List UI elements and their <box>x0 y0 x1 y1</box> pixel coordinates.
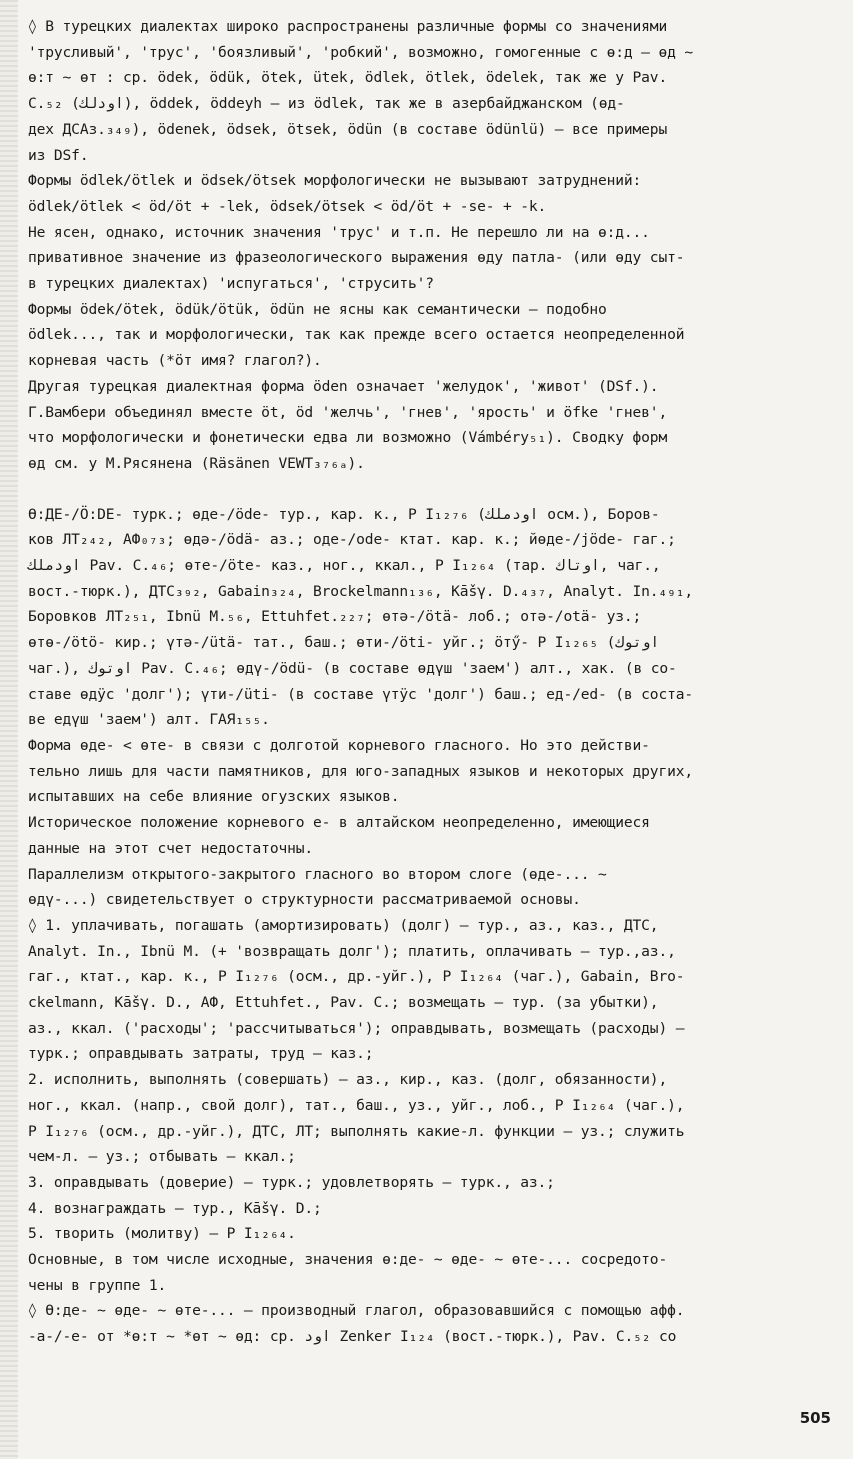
text-line: Не ясен, однако, источник значения 'трус' и т.п. Не перешло ли на ө:д... <box>28 223 650 241</box>
text-line: 3. оправдывать (доверие) – турк.; удовлетворять – турк., аз.; <box>28 1173 555 1191</box>
paragraph <box>28 1247 840 1298</box>
paragraph <box>28 1170 840 1196</box>
text-line: өд см. у М.Рясянена (Räsänen VEWT₃₇₆ₐ). <box>28 454 365 472</box>
paragraph <box>28 374 840 400</box>
paragraph <box>28 862 840 913</box>
section-gap <box>28 477 840 502</box>
text-line: тельно лишь для части памятников, для юго-западных языков и некоторых других, <box>28 762 693 780</box>
text-line: в турецких диалектах) 'испугаться', 'струсить'? <box>28 275 434 293</box>
text-line: корневая часть (*öт имя? глагол?). <box>28 352 322 370</box>
text-line: ◊ 1. уплачивать, погашать (амортизировать) (долг) – тур., аз., каз., ДТС, <box>28 916 659 934</box>
paragraph <box>28 913 840 1067</box>
text-line: Форма өде- < өте- в связи с долготой корневого гласного. Но это действи- <box>28 736 650 754</box>
text-line: ödlek..., так и морфологически, так как прежде всего остается неопределенной <box>28 326 685 344</box>
paragraph <box>28 14 840 168</box>
text-line: Г.Вамбери объединял вместе öt, öd 'желчь', 'гнев', 'ярость' и öfke 'гнев', <box>28 403 668 421</box>
text-line: что морфологически и фонетически едва ли возможно (Vámbéry₅₁). Сводку форм <box>28 429 668 447</box>
text-line: ckelmann, Kāšγ. D., АФ, Ettuhfet., Pav. C.; возмещать – тур. (за убытки), <box>28 994 659 1012</box>
paragraph <box>28 810 840 861</box>
text-line: аз., ккал. ('расходы'; 'рассчитываться'); оправдывать, возмещать (расходы) – <box>28 1019 685 1037</box>
text-line: чаг.), اوتوك Pav. C.₄₆; өдү-/ödü- (в составе өдүш 'заем') алт., хак. (в со- <box>28 659 677 677</box>
paragraph <box>28 1298 840 1349</box>
text-line: испытавших на себе влияние огузских языков. <box>28 788 400 806</box>
text-line: Другая турецкая диалектная форма öden означает 'желудок', 'живот' (DSf.). <box>28 377 659 395</box>
text-line: дех ДСАз.₃₄₉), ödenek, ödsek, ötsek, ödün (в составе ödünlü) – все примеры <box>28 120 668 138</box>
text-line: ө:т ~ өт : ср. ödek, ödük, ötek, ütek, ödlek, ötlek, ödelek, так же у Pav. <box>28 69 668 87</box>
text-line: турк.; оправдывать затраты, труд – каз.; <box>28 1045 374 1063</box>
text-line: 5. творить (молитву) – Р I₁₂₆₄. <box>28 1225 296 1243</box>
paragraph <box>28 220 840 297</box>
text-line: чем-л. – уз.; отбывать – ккал.; <box>28 1148 296 1166</box>
document-page <box>28 14 840 1350</box>
paragraph <box>28 502 840 733</box>
text-line: 2. исполнить, выполнять (совершать) – аз., кир., каз. (долг, обязанности), <box>28 1071 668 1089</box>
page-number: 505 <box>799 1409 831 1427</box>
text-line: өтө-/ötö- кир.; үтә-/ütä- тат., баш.; өти-/öti- уйг.; öтӳ- Р I₁₂₆₅ (اوتوك <box>28 634 660 652</box>
paragraph <box>28 297 840 374</box>
text-line: 4. вознаграждать – тур., Kāšγ. D.; <box>28 1199 322 1217</box>
text-line: Боровков ЛТ₂₅₁, Ibnü M.₅₆, Ettuhfet.₂₂₇; өтә-/ötä- лоб.; отә-/otä- уз.; <box>28 608 642 626</box>
paragraph <box>28 400 840 477</box>
text-line: из DSf. <box>28 146 89 164</box>
scan-edge <box>0 0 18 1459</box>
paragraph <box>28 1067 840 1170</box>
text-line: -а-/-е- от *ө:т ~ *өт ~ өд: ср. اود Zenker I₁₂₄ (вост.-тюрк.), Pav. C.₅₂ со <box>28 1328 677 1346</box>
text-line: ков ЛТ₂₄₂, АФ₀₇₃; өдә-/ödä- аз.; оде-/ode- ктат. кар. к.; йөде-/jöde- гаг.; <box>28 531 676 549</box>
text-line: اودملك Pav. C.₄₆; өте-/öte- каз., ног., ккал., Р I₁₂₆₄ (тар. اوتاك, чаг., <box>28 557 661 575</box>
text-line: Ө:ДЕ-/Ö:DE- турк.; өде-/öde- тур., кар. к., Р I₁₂₇₆ (اودملك осм.), Боров- <box>28 505 660 523</box>
text-line: Основные, в том числе исходные, значения ө:де- ~ өде- ~ өте-... сосредото- <box>28 1251 668 1269</box>
text-line: Формы ödlek/ötlek и ödsek/ötsek морфологически не вызывают затруднений: <box>28 172 642 190</box>
text-line: Формы ödek/ötek, ödük/ötük, ödün не ясны как семантически – подобно <box>28 300 607 318</box>
text-line: ödlek/ötlek < öd/öt + -lek, ödsek/ötsek < öd/öt + -se- + -k. <box>28 197 547 215</box>
text-line: C.₅₂ (اودلك), öddek, öddeyh – из ödlek, так же в азербайджанском (өд- <box>28 95 625 113</box>
text-line: ног., ккал. (напр., свой долг), тат., баш., уз., уйг., лоб., Р I₁₂₆₄ (чаг.), <box>28 1096 685 1114</box>
text-line: ◊ В турецких диалектах широко распространены различные формы со значениями <box>28 18 668 35</box>
text-line: Analyt. In., Ibnü M. (+ 'возвращать долг'); платить, оплачивать – тур.,аз., <box>28 942 676 960</box>
text-line: данные на этот счет недостаточны. <box>28 839 313 857</box>
text-line: Параллелизм открытого-закрытого гласного во втором слоге (өде-... ~ <box>28 865 607 883</box>
text-line: Историческое положение корневого е- в алтайском неопределенно, имеющиеся <box>28 814 650 832</box>
text-line: ве едүш 'заем') алт. ГАЯ₁₅₅. <box>28 711 270 729</box>
paragraph <box>28 1196 840 1222</box>
text-line: вост.-тюрк.), ДТС₃₉₂, Gabain₃₂₄, Brockelmann₁₃₆, Kāšγ. D.₄₃₇, Analyt. In.₄₉₁, <box>28 582 693 600</box>
text-line: привативное значение из фразеологического выражения өду патла- (или өду сыт- <box>28 249 685 267</box>
paragraph <box>28 1221 840 1247</box>
text-line: чены в группе 1. <box>28 1276 167 1294</box>
text-line: ◊ Ө:де- ~ өде- ~ өте-... – производный глагол, образовавшийся с помощью афф. <box>28 1302 685 1320</box>
text-line: Р I₁₂₇₆ (осм., др.-уйг.), ДТС, ЛТ; выполнять какие-л. функции – уз.; служить <box>28 1122 685 1140</box>
text-line: ставе өдӱс 'долг'); үти-/üti- (в составе үтӱс 'долг') баш.; ед-/ed- (в соста- <box>28 685 693 703</box>
paragraph <box>28 733 840 810</box>
text-line: 'трусливый', 'трус', 'боязливый', 'робкий', возможно, гомогенные с ө:д – өд ~ <box>28 43 693 61</box>
text-line: өдү-...) свидетельствует о структурности рассматриваемой основы. <box>28 891 581 909</box>
text-line: гаг., ктат., кар. к., Р I₁₂₇₆ (осм., др.-уйг.), Р I₁₂₆₄ (чаг.), Gabain, Bro- <box>28 968 685 986</box>
paragraph <box>28 168 840 219</box>
